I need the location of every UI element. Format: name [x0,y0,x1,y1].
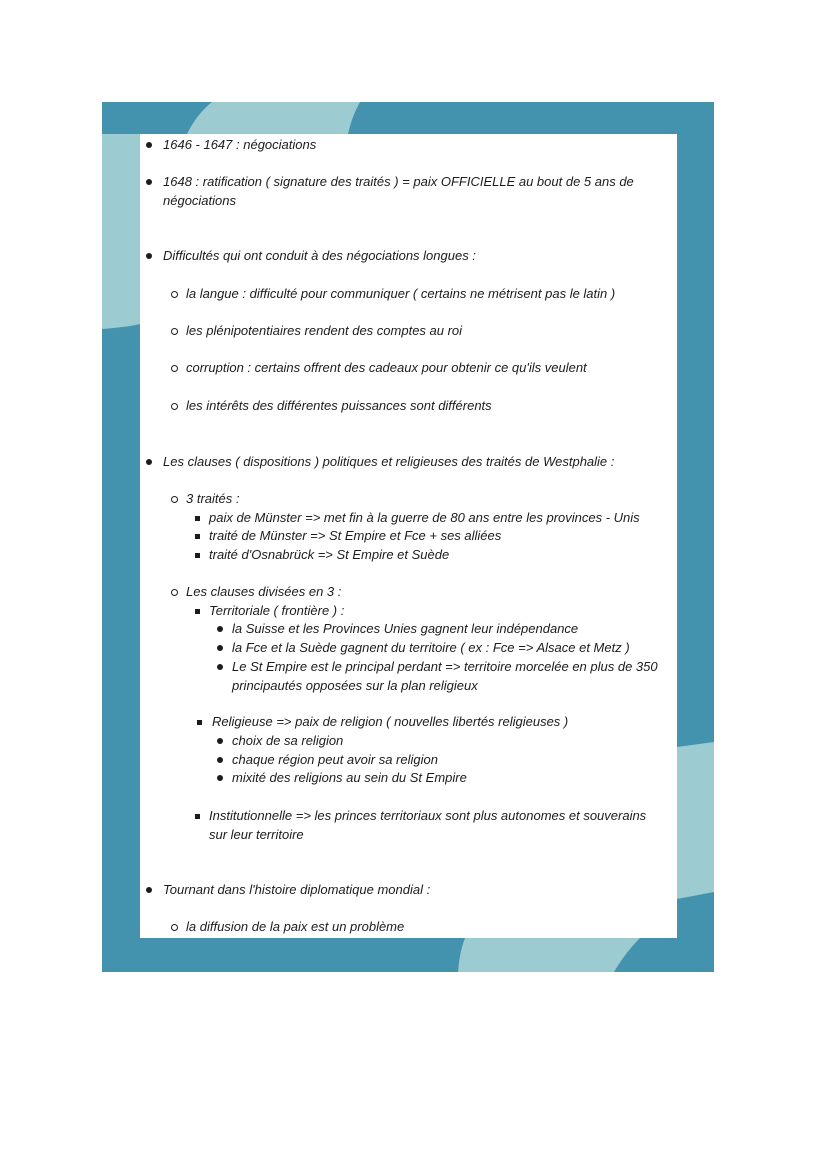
disc-bullet-icon [146,179,152,185]
circle-bullet-icon [171,328,178,335]
square-bullet-icon [195,814,200,819]
disc-bullet-icon [217,738,223,744]
square-bullet-icon [195,534,200,539]
disc-bullet-icon [146,459,152,465]
disc-bullet-icon [146,887,152,893]
square-bullet-icon [195,516,200,521]
notes-card: 1646 - 1647 : négociations 1648 : ratification ( signature des traités ) = paix OFFICIELLE au bout de 5 ans de négociations Difficultés qui ont conduit à des négociations longues : la langue : difficulté pour communiquer ( certains ne métrisent pas le latin ) les plénipotentiaires rendent des comptes au roi corruption : certains offrent des cadeaux pour obtenir ce qu'ils veulent les intérêts des différentes puissances sont différents Les clauses ( dispositions ) politiques et religieuses des traités de Westphalie : 3 traités : paix de Münster => met fin à la guerre de 80 ans entre les provinces - Unis traité de Münster => St Empire et Fce + ses alliées traité d'Osnabrück => St Empire et Suède Les clauses divisées en 3 : Territoriale ( frontière ) : la Suisse et les Provinces Unies gagnent leur indépendance la Fce et la Suède gagnent du territoire ( ex : Fce => Alsace et Metz ) Le St Empire est le principal perdant => territoire morcelée en plus de 350 principautés opposées sur la plan religieux Religieuse => paix de religion ( nouvelles libertés religieuses ) choix de sa religion chaque région peut avoir sa religion mixité des religions au sein du St Empire Institutionnelle => les princes territoriaux sont plus autonomes et souverains sur leur territoire Tournant dans l'histoire diplomatique mondial : la diffusion de la paix est un problème [140,134,677,938]
square-bullet-icon [195,553,200,558]
circle-bullet-icon [171,291,178,298]
wave-right [677,742,714,899]
disc-bullet-icon [217,626,223,632]
disc-bullet-icon [146,142,152,148]
square-bullet-icon [195,609,200,614]
wave-left [102,134,140,329]
circle-bullet-icon [171,924,178,931]
wave-top [187,102,360,134]
disc-bullet-icon [217,645,223,651]
wave-bottom [458,938,640,972]
disc-bullet-icon [146,253,152,259]
circle-bullet-icon [171,496,178,503]
disc-bullet-icon [217,775,223,781]
disc-bullet-icon [217,757,223,763]
circle-bullet-icon [171,403,178,410]
circle-bullet-icon [171,589,178,596]
square-bullet-icon [197,720,202,725]
disc-bullet-icon [217,664,223,670]
circle-bullet-icon [171,365,178,372]
